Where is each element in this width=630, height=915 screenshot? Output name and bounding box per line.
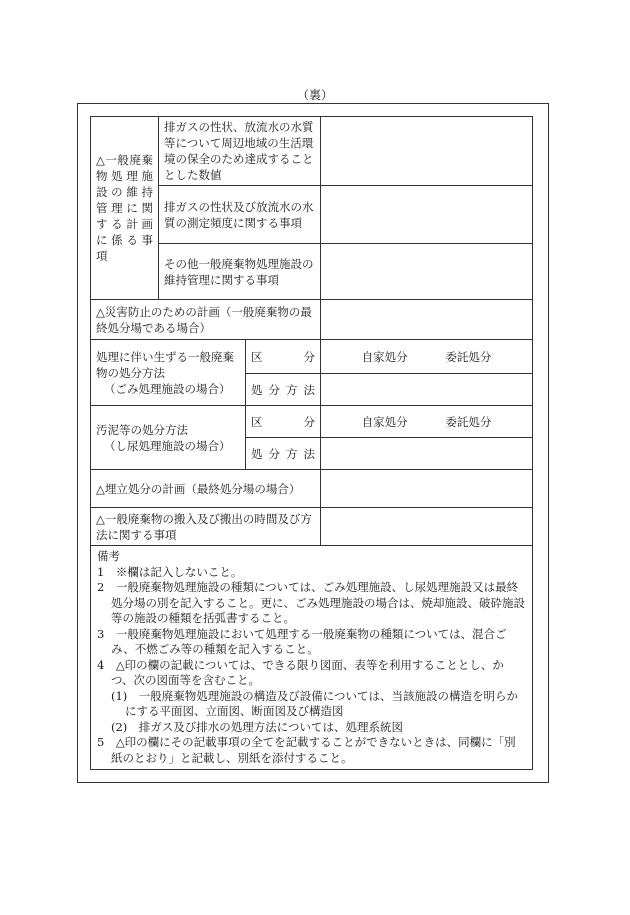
note-3: 3 一般廃棄物処理施設において処理する一般廃棄物の種類については、混合ごみ、不燃ごみ等の種類を記入すること。 — [97, 626, 507, 656]
sludge-method-field[interactable] — [321, 438, 533, 470]
waste-option-self[interactable]: 自家処分 — [361, 349, 408, 364]
waste-kubun-label: 区 分 — [246, 340, 321, 374]
landfill-plan-field[interactable] — [321, 470, 533, 508]
other-maintenance-field[interactable] — [321, 244, 533, 300]
note-1: 1 ※欄は記入しないこと。 — [97, 564, 243, 579]
sludge-method-label: 処 分 方 法 — [246, 438, 321, 470]
notes-section — [91, 546, 533, 770]
maintenance-plan-label: △一般廃棄物処理施設の維持管理に関する計画に係る事項 — [91, 117, 159, 300]
sludge-disposal-label — [91, 406, 246, 470]
measurement-frequency-field[interactable] — [321, 186, 533, 244]
sludge-kubun-label: 区 分 — [246, 406, 321, 438]
emission-target-field[interactable] — [321, 117, 533, 186]
note-4: 4 △印の欄の記載については、できる限り図面、表等を利用することとし、かつ、次の図面等を含むこと。 — [97, 657, 504, 687]
waste-method-label: 処 分 方 法 — [246, 374, 321, 406]
other-maintenance-label: その他一般廃棄物処理施設の維持管理に関する事項 — [159, 244, 321, 300]
waste-kubun-options[interactable] — [321, 340, 533, 374]
sludge-disposal-sub: （し尿処理施設の場合） — [104, 438, 231, 453]
note-4-2: (2) 排ガス及び排水の処理方法については、処理系統図 — [111, 719, 404, 734]
sludge-disposal-main: 汚泥等の処分方法 — [96, 422, 188, 437]
transport-field[interactable] — [321, 508, 533, 546]
note-2: 2 一般廃棄物処理施設の種類については、ごみ処理施設、し尿処理施設又は最終処分場の別を記入すること。更に、ごみ処理施設の場合は、焼却施設、破砕施設等の施設の種類を括弧書すること。 — [97, 580, 525, 625]
disaster-prevention-field[interactable] — [321, 300, 533, 340]
waste-disposal-sub: （ごみ処理施設の場合） — [104, 381, 231, 396]
waste-disposal-main: 処理に伴い生ずる一般廃棄物の処分方法 — [96, 349, 234, 380]
sludge-kubun-options[interactable] — [321, 406, 533, 438]
waste-method-field[interactable] — [321, 374, 533, 406]
sludge-option-self[interactable]: 自家処分 — [361, 414, 408, 429]
sludge-option-outsourced[interactable]: 委託処分 — [445, 414, 492, 429]
transport-label: △一般廃棄物の搬入及び搬出の時間及び方法に関する事項 — [91, 508, 321, 546]
note-5: 5 △印の欄にその記載事項の全てを記載することができないときは、同欄に「別紙のとおり」と記載し、別紙を添付すること。 — [97, 735, 516, 765]
waste-disposal-label — [91, 340, 246, 406]
page-heading: （裏） — [296, 88, 333, 102]
note-4-1: (1) 一般廃棄物処理施設の構造及び設備については、当該施設の構造を明らかにする平面図、立面図、断面図及び構造図 — [111, 688, 519, 718]
emission-target-label: 排ガスの性状、放流水の水質等について周辺地域の生活環境の保全のため達成することとした数値 — [159, 117, 321, 186]
notes-title: 備考 — [97, 549, 120, 563]
measurement-frequency-label: 排ガスの性状及び放流水の水質の測定頻度に関する事項 — [159, 186, 321, 244]
application-form-table — [90, 116, 533, 770]
disaster-prevention-label: △災害防止のための計画（一般廃棄物の最終処分場である場合） — [91, 300, 321, 340]
landfill-plan-label: △埋立処分の計画（最終処分場の場合） — [91, 470, 321, 508]
waste-option-outsourced[interactable]: 委託処分 — [445, 349, 492, 364]
